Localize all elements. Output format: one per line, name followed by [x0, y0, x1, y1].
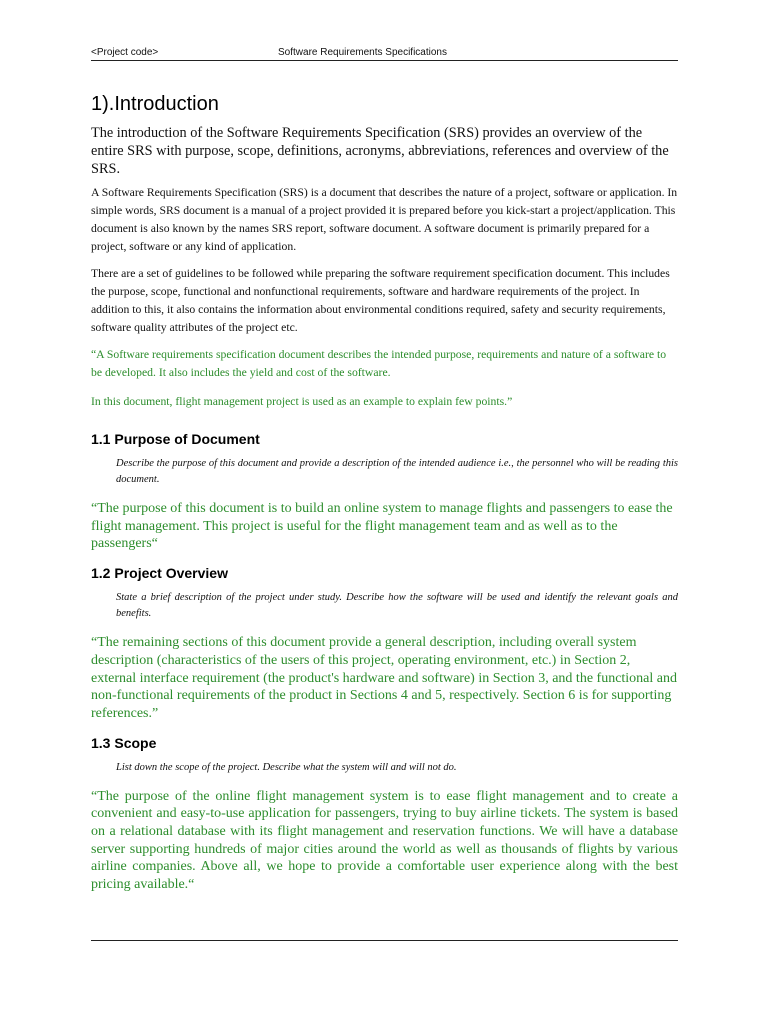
- introduction-lead: The introduction of the Software Requirements Specification (SRS) provides an overview of the entire SRS with purpose, scope, definitions, acronyms, abbreviations, references and overview of the SRS.: [91, 125, 669, 177]
- scope-heading: 1.3 Scope: [91, 734, 157, 751]
- footer-divider: [91, 940, 678, 941]
- project-code: <Project code>: [91, 47, 159, 58]
- purpose-quote: “The purpose of this document is to build an online system to manage flights and passengers to ease the flight management. This project is useful for the flight management team and as well as to the passengers“: [91, 501, 673, 552]
- document-body: [91, 92, 678, 905]
- overview-quote: “The remaining sections of this document provide a general description, including overall system description (characteristics of the users of this project, operating environment, etc.) in Section 2, external interface requirement (the product's hardware and software) in Section 3, and the functional and non-functional requirements of the product in Sections 4 and 5, respectively. Section 6 is for supporting references.”: [91, 635, 678, 721]
- overview-instruction: State a brief description of the project under study. Describe how the software will be used and identify the relevant goals and benefits.: [116, 592, 678, 620]
- overview-heading: 1.2 Project Overview: [91, 565, 228, 582]
- guidelines-paragraph: There are a set of guidelines to be followed while preparing the software requirement specification document. This includes the purpose, scope, functional and nonfunctional requirements, software and hardware requirements of the project. In addition to this, it also contains the information about environmental conditions required, safety and security requirements, software quality attributes of the project etc.: [91, 267, 670, 334]
- scope-quote: “The purpose of the online flight management system is to ease flight management and to create a convenient and easy-to-use application for passengers, trying to buy airline tickets. The system is based on a relational database with its flight management and reservation functions. We will have a database server supporting hundreds of major cities around the world as well as thousands of flights by various airline companies. Above all, we hope to provide a comfortable user experience along with the best pricing available.“: [91, 788, 678, 893]
- document-title: Software Requirements Specifications: [278, 47, 447, 58]
- srs-definition-paragraph: A Software Requirements Specification (SRS) is a document that describes the nature of a project, software or application. In simple words, SRS document is a manual of a project provided it is prepared before you kick-start a project/application. This document is also known by the names SRS report, software document. A software document is primarily prepared for a project, software or any kind of application.: [91, 186, 678, 253]
- purpose-heading: 1.1 Purpose of Document: [91, 431, 260, 447]
- page-header: [91, 46, 678, 61]
- introduction-heading: 1).Introduction: [91, 93, 219, 115]
- scope-instruction: List down the scope of the project. Describe what the system will and will not do.: [116, 761, 457, 773]
- example-quote: In this document, flight management project is used as an example to explain few points.”: [91, 395, 513, 408]
- srs-quote: “A Software requirements specification document describes the intended purpose, requirements and nature of a software to be developed. It also includes the yield and cost of the software.: [91, 348, 667, 379]
- purpose-instruction: Describe the purpose of this document and provide a description of the intended audience i.e., the personnel who will be reading this document.: [116, 458, 678, 485]
